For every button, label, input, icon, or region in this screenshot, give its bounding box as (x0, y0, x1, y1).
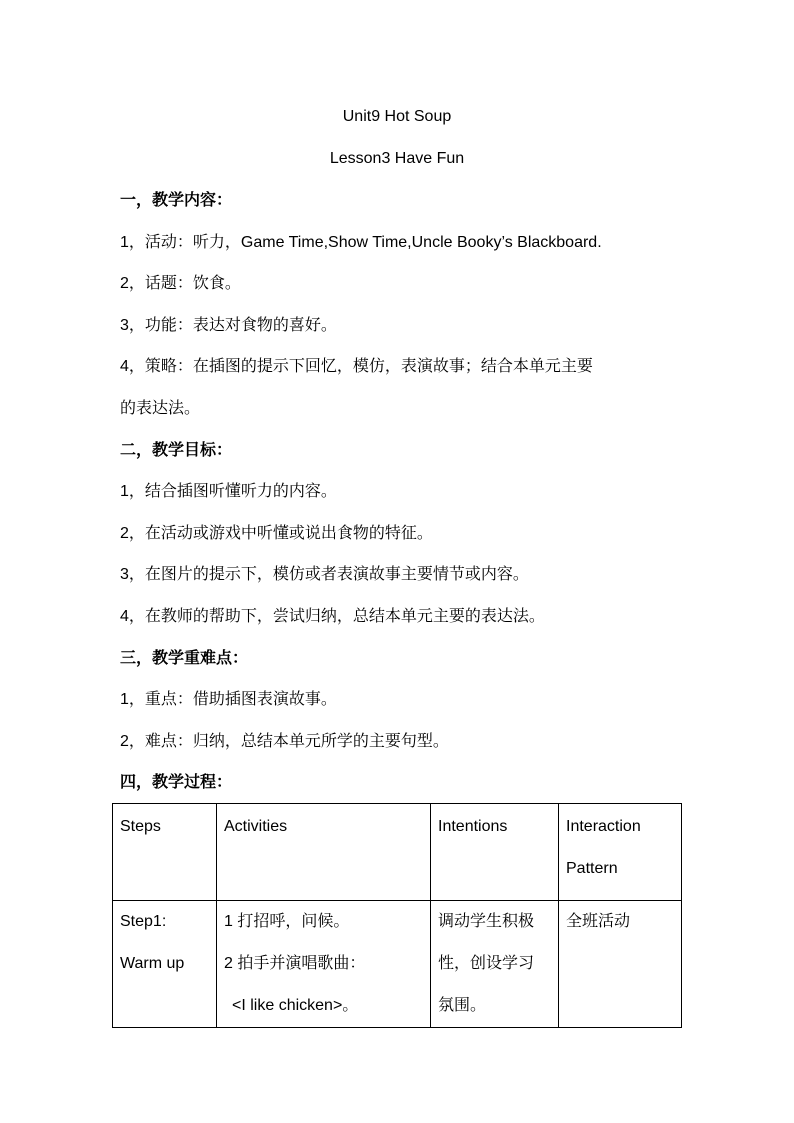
step-title: Warm up (120, 955, 185, 972)
content-item-4: 4，策略：在插图的提示下回忆，模仿，表演故事；结合本单元主要 (120, 358, 593, 375)
activity-line-1: 1 打招呼，问候。 (224, 913, 350, 930)
cell-interaction (559, 901, 682, 1028)
goal-item-1: 1，结合插图听懂听力的内容。 (120, 483, 337, 500)
content-item-2: 2，话题：饮食。 (120, 275, 241, 292)
activity-line-3: <I like chicken>。 (232, 997, 359, 1014)
header-interaction-pattern (559, 804, 682, 901)
header-steps (113, 804, 217, 901)
section-heading-keypoints: 三，教学重难点： (120, 650, 249, 667)
section-heading-goals: 二，教学目标： (120, 442, 233, 459)
intention-line-2: 性，创设学习 (438, 955, 535, 972)
goal-item-3: 3，在图片的提示下，模仿或者表演故事主要情节或内容。 (120, 566, 529, 583)
keypoint-item-1: 1，重点：借助插图表演故事。 (120, 691, 337, 708)
section-heading-process: 四，教学过程： (120, 774, 233, 791)
content-item-3: 3，功能：表达对食物的喜好。 (120, 317, 337, 334)
cell-step (113, 901, 217, 1028)
cell-intentions (431, 901, 559, 1028)
header-interaction-label-2: Pattern (566, 860, 618, 877)
table-row (113, 901, 682, 1028)
intention-line-3: 氛围。 (438, 997, 487, 1014)
header-interaction-label-1: Interaction (566, 818, 641, 835)
keypoint-item-2: 2，难点：归纳，总结本单元所学的主要句型。 (120, 733, 449, 750)
document-title: Unit9 Hot Soup (342, 108, 452, 125)
content-item-4-continued: 的表达法。 (120, 400, 201, 417)
section-heading-content: 一，教学内容： (120, 192, 233, 209)
goal-item-2: 2，在活动或游戏中听懂或说出食物的特征。 (120, 525, 433, 542)
cell-activities (217, 901, 431, 1028)
table-header-row (113, 804, 682, 901)
header-activities-label: Activities (224, 818, 288, 835)
document-subtitle: Lesson3 Have Fun (329, 150, 465, 167)
step-name: Step1: (120, 913, 167, 930)
header-intentions (431, 804, 559, 901)
teaching-process-table (112, 803, 682, 1028)
header-activities (217, 804, 431, 901)
content-item-1: 1，活动：听力，Game Time,Show Time,Uncle Booky’s Blackboard. (120, 234, 602, 251)
header-steps-label: Steps (120, 818, 161, 835)
goal-item-4: 4，在教师的帮助下，尝试归纳，总结本单元主要的表达法。 (120, 608, 545, 625)
header-intentions-label: Intentions (438, 818, 508, 835)
activity-line-2: 2 拍手并演唱歌曲： (224, 955, 366, 972)
interaction-value: 全班活动 (566, 913, 631, 930)
intention-line-1: 调动学生积极 (438, 913, 535, 930)
